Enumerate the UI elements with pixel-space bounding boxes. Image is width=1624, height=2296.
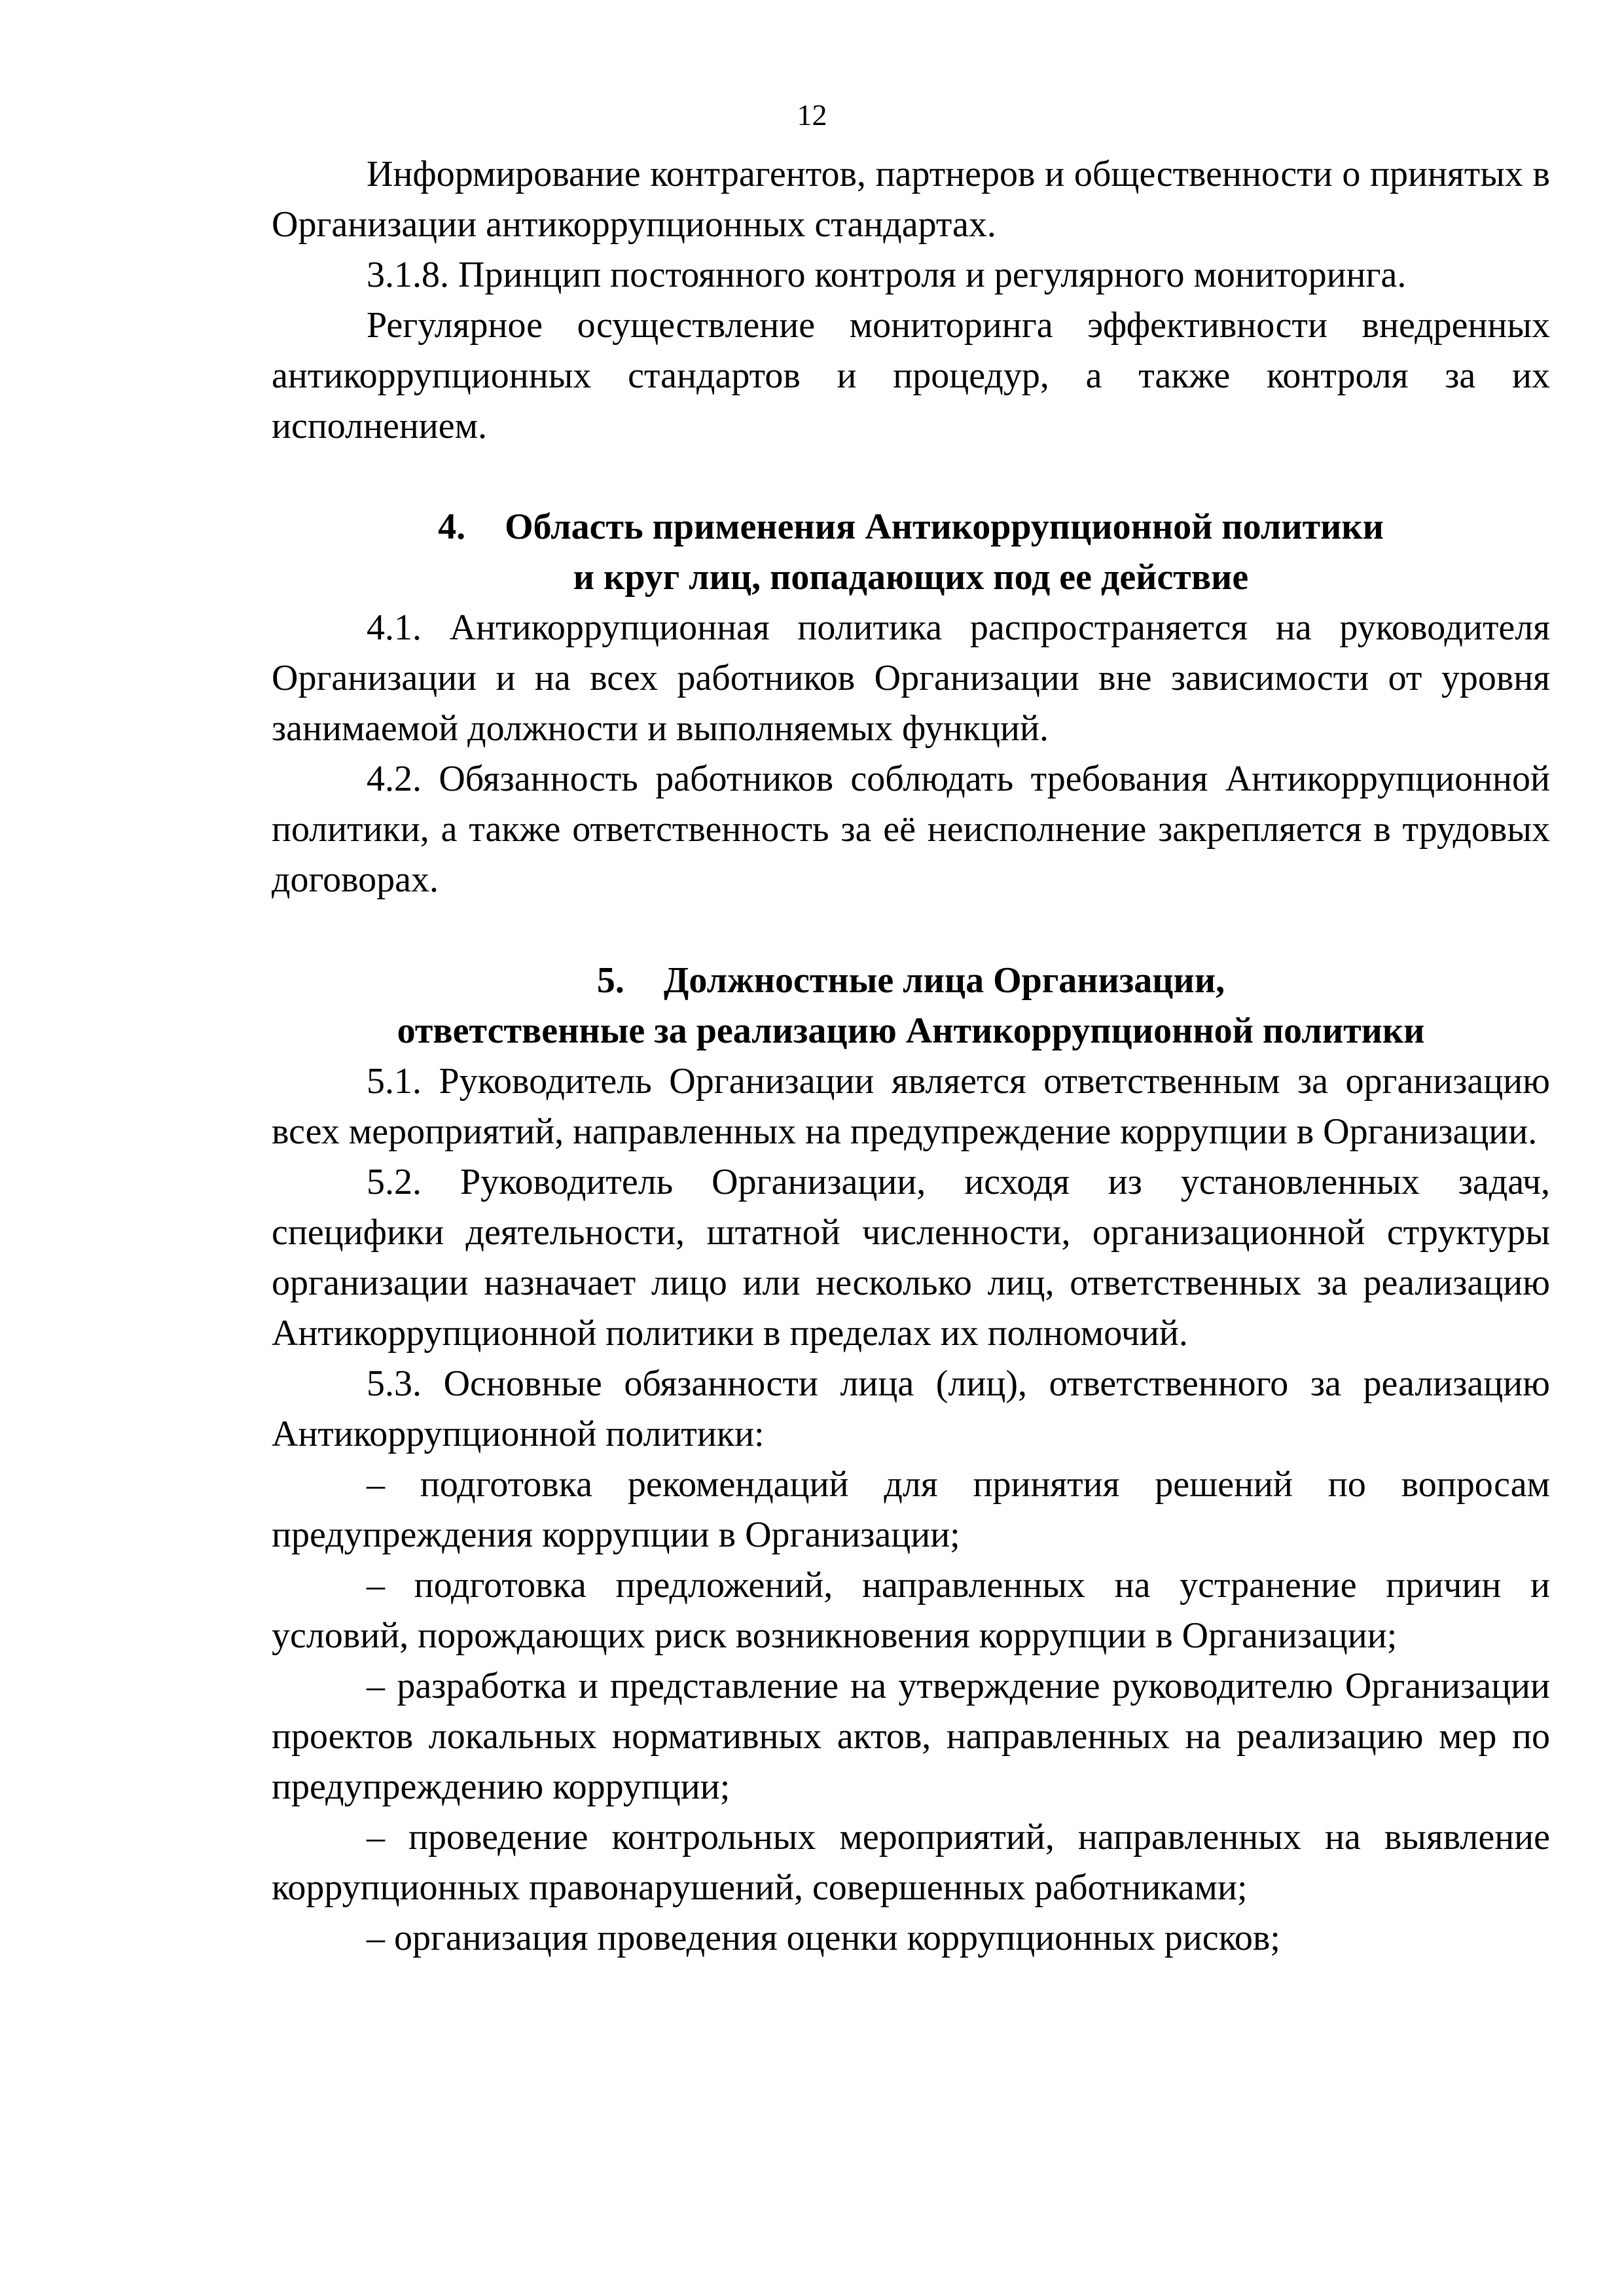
list-item: – организация проведения оценки коррупционных рисков; — [367, 1918, 1280, 1958]
paragraph: Информирование контрагентов, партнеров и общественности о принятых в Организации антикоррупционных стандартах. — [272, 154, 1550, 245]
section-number: 5. — [596, 960, 624, 1001]
document-body — [272, 149, 1550, 1964]
paragraph: 4.1. Антикоррупционная политика распространяется на руководителя Организации и на всех работников Организации вне зависимости от уровня занимаемой должности и выполняемых функций. — [272, 607, 1550, 749]
section-title-line-2: ответственные за реализацию Антикоррупционной политики — [397, 1011, 1425, 1051]
section-title-line-2: и круг лиц, попадающих под ее действие — [573, 557, 1249, 598]
paragraph: 5.3. Основные обязанности лица (лиц), ответственного за реализацию Антикоррупционной политики: — [272, 1363, 1550, 1454]
list-item: – подготовка рекомендаций для принятия решений по вопросам предупреждения коррупции в Организации; — [272, 1464, 1550, 1555]
list-item: – разработка и представление на утверждение руководителю Организации проектов локальных нормативных актов, направленных на реализацию мер по предупреждению коррупции; — [272, 1666, 1550, 1807]
list-item: – подготовка предложений, направленных на устранение причин и условий, порождающих риск возникновения коррупции в Организации; — [272, 1565, 1550, 1656]
section-number: 4. — [438, 507, 466, 547]
paragraph: 5.1. Руководитель Организации является ответственным за организацию всех мероприятий, направленных на предупреждение коррупции в Организации. — [272, 1061, 1550, 1152]
paragraph: 4.2. Обязанность работников соблюдать требования Антикоррупционной политики, а также ответственность за её неисполнение закрепляется в трудовых договорах. — [272, 759, 1550, 900]
section-title: Область применения Антикоррупционной политики — [505, 507, 1384, 547]
section-heading-5 — [272, 956, 1550, 1056]
section-heading-line — [272, 956, 1550, 1006]
list-item: – проведение контрольных мероприятий, направленных на выявление коррупционных правонарушений, совершенных работниками; — [272, 1817, 1550, 1908]
paragraph: 5.2. Руководитель Организации, исходя из установленных задач, специфики деятельности, штатной численности, организационной структуры организации назначает лицо или несколько лиц, ответственных за реализацию Антикоррупционной политики в пределах их полномочий. — [272, 1162, 1550, 1354]
section-title: Должностные лица Организации, — [663, 960, 1225, 1001]
section-heading-4 — [272, 502, 1550, 603]
paragraph: Регулярное осуществление мониторинга эффективности внедренных антикоррупционных стандартов и процедур, а также контроля за их исполнением. — [272, 305, 1550, 446]
paragraph: 3.1.8. Принцип постоянного контроля и регулярного мониторинга. — [367, 255, 1407, 295]
section-heading-line — [272, 502, 1550, 552]
page-number: 12 — [797, 98, 827, 132]
